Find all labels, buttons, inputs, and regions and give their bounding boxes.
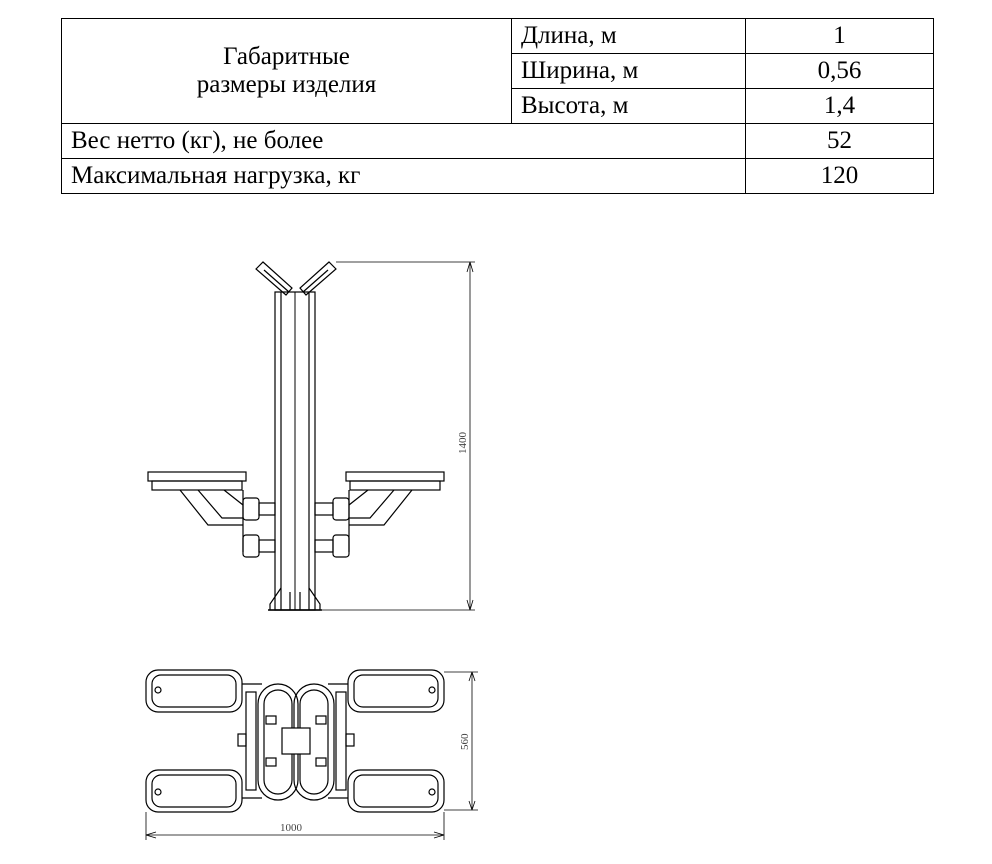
width-label: Ширина, м (512, 54, 746, 89)
front-view (148, 262, 475, 610)
height-value: 1,4 (746, 89, 934, 124)
net-weight-value: 52 (746, 124, 934, 159)
left-bearings (243, 498, 275, 557)
height-label: Высота, м (512, 89, 746, 124)
max-load-label: Максимальная нагрузка, кг (62, 159, 746, 194)
group-label-line1: Габаритные (223, 43, 350, 70)
footplate-bottom-left (146, 770, 242, 812)
length-dimension-label: 1000 (280, 822, 302, 834)
height-dimension-label: 1400 (457, 432, 469, 454)
length-label: Длина, м (512, 19, 746, 54)
width-dimension-label: 560 (459, 733, 471, 750)
group-label-line2: размеры изделия (196, 71, 377, 98)
footplate-bottom-right (348, 770, 444, 812)
right-bearings (315, 498, 349, 557)
width-value: 0,56 (746, 54, 934, 89)
left-seat (148, 472, 246, 552)
top-handles (256, 262, 336, 295)
footplate-top-right (348, 670, 444, 712)
length-value: 1 (746, 19, 934, 54)
right-seat (346, 472, 444, 552)
footplate-top-left (146, 670, 242, 712)
net-weight-label: Вес нетто (кг), не более (62, 124, 746, 159)
center-hub (266, 716, 326, 766)
height-dimension-line (322, 262, 475, 610)
top-view (146, 670, 478, 840)
central-post (275, 292, 315, 610)
max-load-value: 120 (746, 159, 934, 194)
